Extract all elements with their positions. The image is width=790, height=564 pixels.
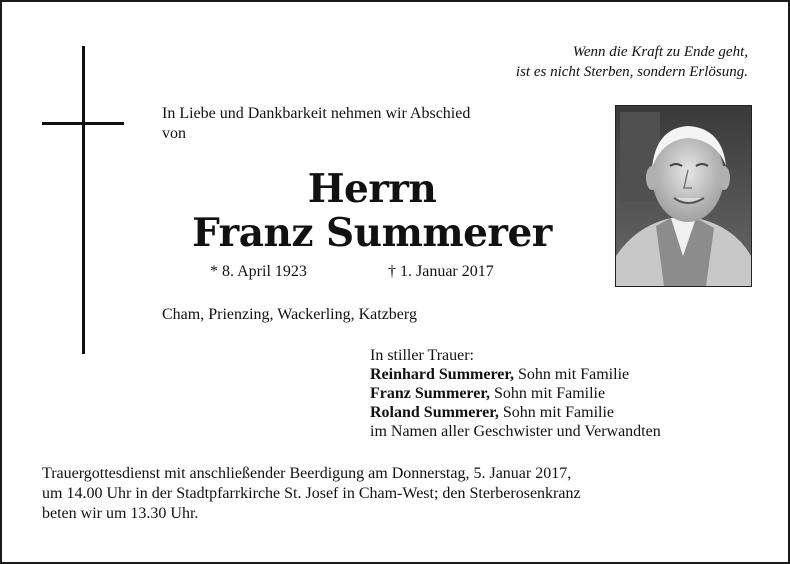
mourner-name: Reinhard Summerer,: [370, 366, 514, 383]
mourners-heading: In stiller Trauer:: [370, 347, 474, 364]
portrait-illustration: [616, 106, 751, 286]
mourner-name: Roland Summerer,: [370, 404, 499, 421]
intro-line-2: von: [162, 125, 186, 142]
deceased-name: Franz Summerer: [192, 210, 552, 256]
mourner-name: Franz Summerer,: [370, 385, 490, 402]
mourner-relation: Sohn mit Familie: [502, 404, 615, 421]
motto-line-2: ist es nicht Sterben, sondern Erlösung.: [515, 64, 748, 80]
deceased-name-block: [162, 167, 582, 255]
service-line-2: um 14.00 Uhr in der Stadtpfarrkirche St. Josef in Cham-West; den Sterberosenkranz: [42, 485, 581, 502]
honorific: Herrn: [307, 166, 437, 212]
intro-line-1: In Liebe und Dankbarkeit nehmen wir Abschied: [162, 105, 471, 122]
service-line-1: Trauergottesdienst mit anschließender Beerdigung am Donnerstag, 5. Januar 2017,: [42, 465, 572, 482]
mourner-row: [370, 403, 661, 422]
intro-text: [162, 104, 592, 144]
service-info: [42, 464, 754, 524]
motto-quote: [516, 42, 748, 82]
portrait-photo: [615, 105, 752, 287]
mourner-relation: Sohn mit Familie: [518, 366, 630, 383]
mourners-block: [370, 346, 661, 441]
mourners-closing: im Namen aller Geschwister und Verwandten: [370, 423, 661, 440]
cross-vertical-bar: [82, 46, 85, 354]
death-date: † 1. Januar 2017: [388, 263, 494, 280]
motto-line-1: Wenn die Kraft zu Ende geht,: [572, 44, 748, 60]
service-line-3: beten wir um 13.30 Uhr.: [42, 505, 199, 522]
birth-date: * 8. April 1923: [210, 263, 307, 280]
mourner-relation: Sohn mit Familie: [493, 385, 606, 402]
mourner-row: [370, 384, 661, 403]
places-list: Cham, Prienzing, Wackerling, Katzberg: [162, 306, 417, 323]
cross-horizontal-bar: [42, 122, 124, 125]
mourner-row: [370, 365, 661, 384]
